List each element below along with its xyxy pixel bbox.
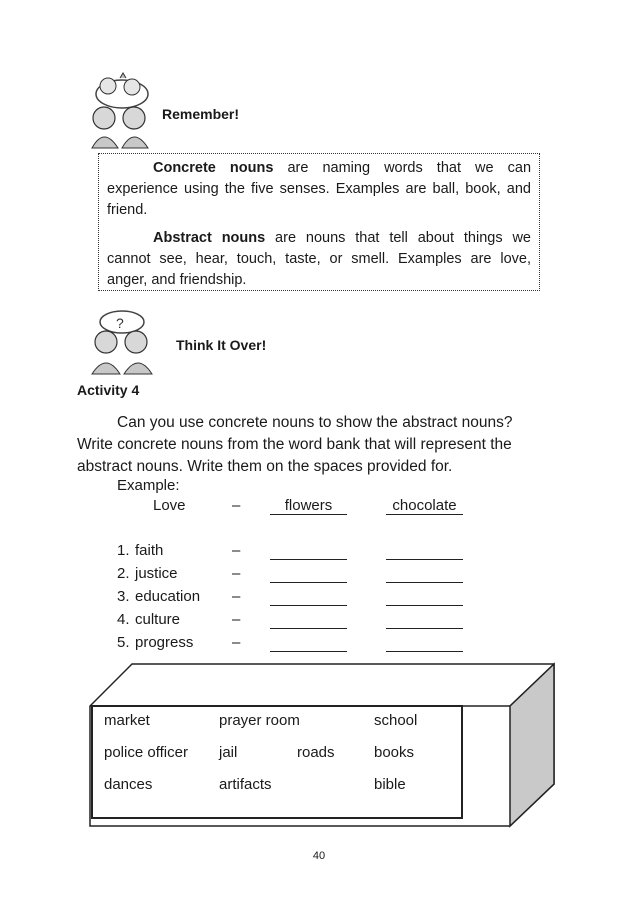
activity-question: Can you use concrete nouns to show the abstract nouns? [117, 414, 513, 431]
kids-thinking-illustration [80, 72, 160, 150]
list-item [117, 565, 467, 588]
activity-title: Activity 4 [77, 382, 140, 398]
answer-blank-1[interactable] [270, 588, 347, 606]
word-bank [104, 712, 444, 812]
activity-item-list [117, 542, 467, 657]
word-bank-item: jail [219, 744, 238, 761]
abstract-nouns-text: are nouns that tell about things we cannot see, hear, touch, taste, or smell. Examples are love, anger, and friendship. [107, 230, 531, 288]
list-item [117, 634, 467, 657]
item-dash: – [232, 611, 241, 628]
item-word: culture [135, 611, 181, 628]
example-answer-2: chocolate [386, 497, 463, 515]
answer-blank-1[interactable] [270, 542, 347, 560]
item-dash: – [232, 565, 241, 582]
word-bank-item: school [374, 712, 418, 729]
remember-box [98, 153, 540, 291]
kids-wondering-illustration [80, 308, 166, 376]
item-number: 5. [117, 634, 130, 651]
item-word: education [135, 588, 201, 605]
answer-blank-2[interactable] [386, 588, 463, 606]
item-dash: – [232, 634, 241, 651]
list-item [117, 542, 467, 565]
list-item [117, 611, 467, 634]
concrete-nouns-text: are naming words that we can experience using the five senses. Examples are ball, book, and friend. [107, 160, 532, 218]
concrete-nouns-term: Concrete nouns [153, 160, 274, 176]
activity-directions: Write concrete nouns from the word bank that will represent the abstract nouns. Write them on the spaces provided for. [77, 436, 512, 475]
svg-text:?: ? [116, 315, 124, 331]
item-word: faith [135, 542, 164, 559]
answer-blank-2[interactable] [386, 542, 463, 560]
concrete-nouns-definition [107, 158, 531, 221]
item-word: progress [135, 634, 194, 651]
answer-blank-1[interactable] [270, 634, 347, 652]
example-answer-1: flowers [270, 497, 347, 515]
abstract-nouns-term: Abstract nouns [153, 230, 266, 246]
item-number: 3. [117, 588, 130, 605]
remember-heading: Remember! [162, 106, 240, 122]
item-number: 1. [117, 542, 130, 559]
word-bank-item: roads [297, 744, 335, 761]
item-word: justice [135, 565, 178, 582]
list-item [117, 588, 467, 611]
word-bank-item: dances [104, 776, 153, 793]
answer-blank-2[interactable] [386, 565, 463, 583]
item-number: 4. [117, 611, 130, 628]
word-bank-item: market [104, 712, 150, 729]
answer-blank-1[interactable] [270, 611, 347, 629]
answer-blank-2[interactable] [386, 611, 463, 629]
word-bank-item: artifacts [219, 776, 272, 793]
item-dash: – [232, 542, 241, 559]
abstract-nouns-definition [107, 228, 531, 291]
example-label: Example: [117, 477, 180, 494]
word-bank-item: bible [374, 776, 406, 793]
activity-instructions [77, 412, 552, 478]
example-word: Love [153, 497, 186, 514]
example-dash: – [232, 497, 241, 514]
word-bank-item: prayer room [219, 712, 300, 729]
answer-blank-1[interactable] [270, 565, 347, 583]
page-number: 40 [312, 850, 326, 862]
word-bank-item: police officer [104, 744, 188, 761]
item-dash: – [232, 588, 241, 605]
answer-blank-2[interactable] [386, 634, 463, 652]
word-bank-item: books [374, 744, 415, 761]
item-number: 2. [117, 565, 130, 582]
think-it-over-heading: Think It Over! [176, 337, 267, 353]
